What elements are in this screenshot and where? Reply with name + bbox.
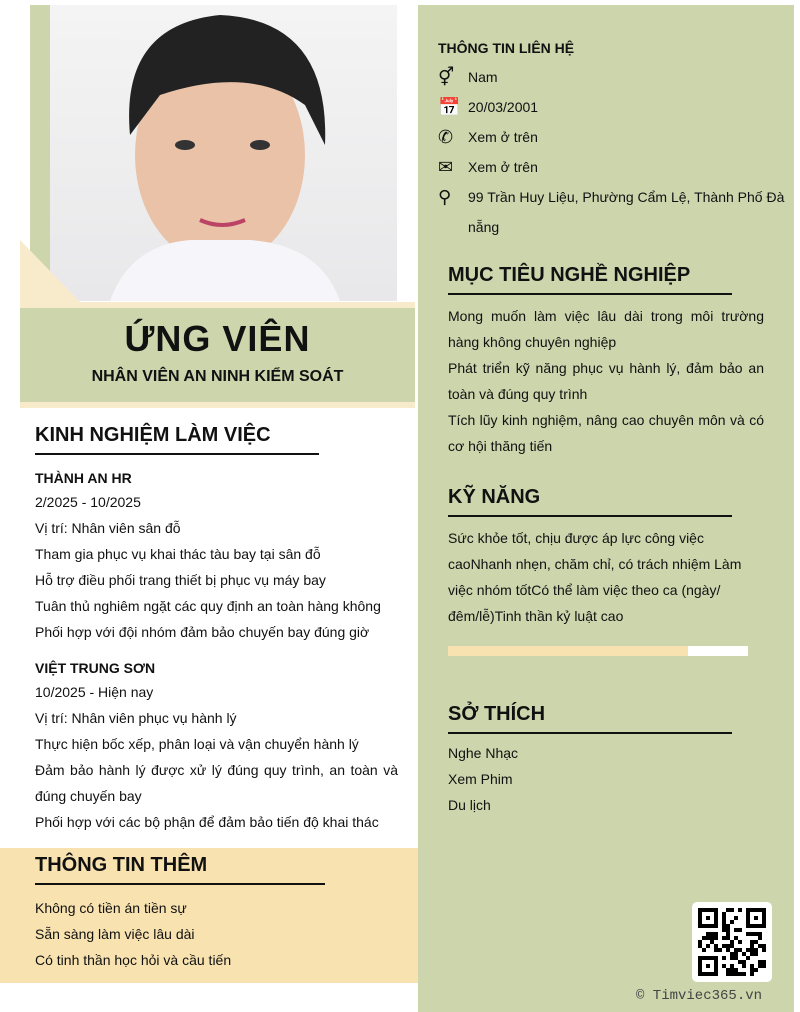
email-value: Xem ở trên [468,159,538,175]
job-period: 2/2025 - 10/2025 [35,494,141,510]
objective-title: MỤC TIÊU NGHỀ NGHIỆP [448,264,732,295]
experience-title: KINH NGHIỆM LÀM VIỆC [35,424,319,455]
contact-title: THÔNG TIN LIÊN HỆ [438,40,575,56]
name-band [20,302,415,408]
extra-line: Sẵn sàng làm việc lâu dài [35,926,195,942]
extra-title: THÔNG TIN THÊM [35,854,325,885]
skills-title: KỸ NĂNG [448,486,732,517]
job-line: Hỗ trợ điều phối trang thiết bị phục vụ máy bay [35,572,326,588]
job-line: Tuân thủ nghiêm ngặt các quy định an toàn hàng không [35,598,381,614]
extra-line: Có tinh thần học hỏi và cầu tiến [35,952,232,968]
contact-birthday [438,92,788,122]
hobbies-section [448,703,764,818]
job-entry [35,467,398,645]
job-period: 10/2025 - Hiện nay [35,684,154,700]
skill-level-bar [448,646,748,656]
gender-icon: ⚥ [438,67,455,87]
email-icon: ✉ [438,157,454,177]
job-line: Phối hợp với đội nhóm đảm bảo chuyến bay đúng giờ [35,624,370,640]
contact-address [438,182,788,242]
job-line: Thực hiện bốc xếp, phân loại và vận chuyển hành lý [35,736,359,752]
extra-line: Không có tiền án tiền sự [35,900,187,916]
contact-gender [438,62,788,92]
skills-text: Sức khỏe tốt, chịu được áp lực công việc caoNhanh nhẹn, chăm chỉ, có trách nhiệm Làm việc nhóm tốtCó thể làm việc theo ca (ngày/ đêm/lễ)Tinh thần kỷ luật cao [448,530,742,624]
extra-info-section [0,848,418,983]
hobby-item: Du lịch [448,797,491,813]
location-icon: ⚲ [438,187,452,207]
objective-line: Phát triển kỹ năng phục vụ hành lý, đảm bảo an toàn và đúng quy trình [448,360,764,402]
contact-section [438,40,788,242]
qr-code[interactable] [692,902,772,982]
job-line: Phối hợp với các bộ phận để đảm bảo tiến độ khai thác [35,814,379,830]
objective-section [448,264,764,459]
job-line: Tham gia phục vụ khai thác tàu bay tại sân đỗ [35,546,321,562]
contact-phone [438,122,788,152]
experience-section [35,424,398,835]
skills-section [448,486,764,629]
candidate-name: ỨNG VIÊN [124,318,311,359]
objective-line: Mong muốn làm việc lâu dài trong môi trường hàng không chuyên nghiệp [448,308,764,350]
phone-value: Xem ở trên [468,129,538,145]
company-name: THÀNH AN HR [35,470,132,486]
birthday-value: 20/03/2001 [468,99,539,115]
calendar-icon: 📅 [438,97,461,117]
skill-level-fill [448,646,688,656]
job-title: NHÂN VIÊN AN NINH KIỂM SOÁT [91,368,344,385]
phone-icon: ✆ [438,127,454,147]
job-line: Vị trí: Nhân viên sân đỗ [35,520,181,536]
job-line: Đảm bảo hành lý được xử lý đúng quy trình, an toàn và đúng chuyến bay [35,762,398,804]
hobby-item: Xem Phim [448,771,513,787]
objective-line: Tích lũy kinh nghiệm, nâng cao chuyên môn và có cơ hội thăng tiến [448,412,764,454]
hobby-item: Nghe Nhạc [448,745,519,761]
job-line: Vị trí: Nhân viên phục vụ hành lý [35,710,237,726]
job-entry [35,657,398,835]
gender-value: Nam [468,69,498,85]
address-value: 99 Trần Huy Liệu, Phường Cẩm Lệ, Thành Phố Đà nẵng [468,189,785,235]
avatar-photo [50,5,397,301]
contact-email [438,152,788,182]
hobbies-title: SỞ THÍCH [448,703,732,734]
company-name: VIỆT TRUNG SƠN [35,660,156,676]
copyright: © Timviec365.vn [636,988,763,1004]
